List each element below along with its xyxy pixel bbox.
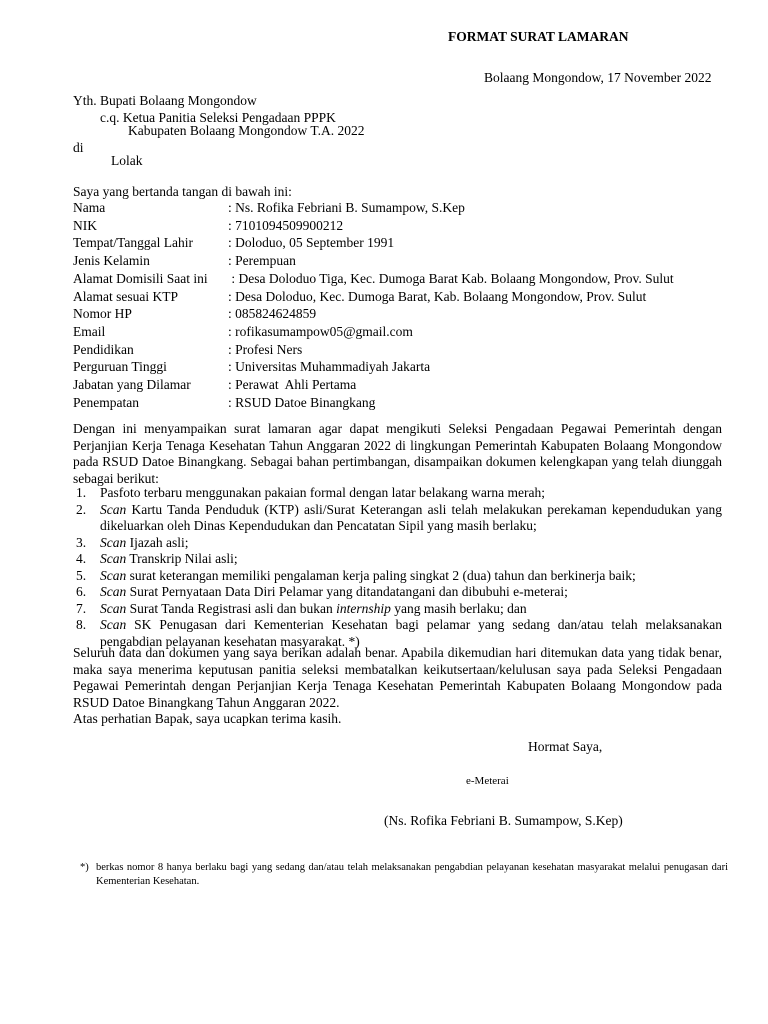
list-number: 2. <box>76 501 87 517</box>
field-row <box>73 199 465 216</box>
field-label: Tempat/Tanggal Lahir <box>73 235 193 251</box>
document-title: FORMAT SURAT LAMARAN <box>448 29 629 44</box>
scan-label: Scan <box>100 567 127 583</box>
field-value: : Profesi Ners <box>228 341 303 357</box>
closing: Hormat Saya, <box>528 739 603 754</box>
list-text: surat keterangan memiliki pengalaman kerja paling singkat 2 (dua) tahun dan berkinerja baik; <box>126 567 636 583</box>
list-number: 4. <box>76 551 87 566</box>
field-label: Jenis Kelamin <box>73 253 150 269</box>
place-date: Bolaang Mongondow, 17 November 2022 <box>484 70 712 85</box>
scan-label: Scan <box>100 551 127 566</box>
body-paragraph-1: Dengan ini menyampaikan surat lamaran agar dapat mengikuti Seleksi Pengadaan Pegawai Pemerintah dengan Perjanjian Kerja Tenaga Kesehatan Tahun Anggaran 2022 di lingkungan Pemerintah Kabupaten Bolaang Mongondow pada RSUD Datoe Binangkang. Sebagai bahan pertimbangan, disampaikan dokumen kelengkapan yang telah diunggah sebagai berikut: <box>73 421 722 486</box>
field-label: Email <box>73 323 106 339</box>
list-text: Kartu Tanda Penduduk (KTP) asli/Surat Keterangan asli telah melakukan perekaman kependudukan yang dikeluarkan oleh Dinas Kependudukan dan Pencatatan Sipil yang masih berlaku; <box>100 501 726 533</box>
recipient-regency-line: Kabupaten Bolaang Mongondow T.A. 2022 <box>128 123 365 138</box>
field-value: : Perempuan <box>228 253 296 269</box>
field-value: : Desa Doloduo Tiga, Kec. Dumoga Barat Kab. Bolaang Mongondow, Prov. Sulut <box>228 270 674 286</box>
recipient-di: di <box>73 140 84 155</box>
field-label: Jabatan yang Dilamar <box>73 377 191 392</box>
list-text: Transkrip Nilai asli; <box>126 551 238 566</box>
list-number: 1. <box>76 485 87 500</box>
list-number: 7. <box>76 600 87 616</box>
field-row <box>73 288 646 305</box>
list-item <box>73 551 722 568</box>
footnote-mark: *) <box>80 862 89 873</box>
field-row <box>73 217 343 234</box>
scan-label: Scan <box>100 584 127 599</box>
recipient-line: Yth. Bupati Bolaang Mongondow <box>73 93 257 108</box>
list-text: SK Penugasan dari Kementerian Kesehatan bagi pelamar yang sedang dan/atau telah melaksanakan pengabdian pelayanan kesehatan masyarakat. *) <box>100 617 726 649</box>
list-text: Surat Tanda Registrasi asli dan bukan <box>126 600 337 616</box>
field-label: Perguruan Tinggi <box>73 359 167 375</box>
list-item <box>73 601 722 618</box>
field-value: : Doloduo, 05 September 1991 <box>228 235 395 251</box>
scan-label: Scan <box>100 501 127 517</box>
field-value: : Desa Doloduo, Kec. Dumoga Barat, Kab. Bolaang Mongondow, Prov. Sulut <box>228 288 647 304</box>
field-label: Nomor HP <box>73 306 132 322</box>
field-value: : Perawat Ahli Pertama <box>228 377 357 392</box>
field-value: : Universitas Muhammadiyah Jakarta <box>228 359 431 375</box>
list-item <box>73 485 722 502</box>
list-item <box>73 535 722 552</box>
list-item <box>73 568 722 585</box>
field-label: Penempatan <box>73 394 139 410</box>
field-label: Alamat Domisili Saat ini <box>73 270 208 286</box>
field-row <box>73 305 316 322</box>
list-tail: yang masih berlaku; dan <box>390 600 527 616</box>
document-list <box>73 485 726 650</box>
field-label: Pendidikan <box>73 341 134 357</box>
field-row <box>73 270 674 287</box>
scan-label: Scan <box>100 600 127 616</box>
list-number: 3. <box>76 534 87 550</box>
field-row <box>73 358 430 375</box>
list-text: Pasfoto terbaru menggunakan pakaian formal dengan latar belakang warna merah; <box>100 485 545 500</box>
list-number: 5. <box>76 567 87 583</box>
signature-name: (Ns. Rofika Febriani B. Sumampow, S.Kep) <box>384 813 623 828</box>
field-row <box>73 376 356 393</box>
field-row <box>73 234 394 251</box>
field-row <box>73 394 375 411</box>
scan-label: Scan <box>100 617 127 632</box>
field-row <box>73 341 302 358</box>
list-item <box>73 584 722 601</box>
recipient-cq-line: c.q. Ketua Panitia Seleksi Pengadaan PPPK <box>100 110 336 125</box>
list-text: Surat Pernyataan Data Diri Pelamar yang ditandatangani dan dibubuhi e-meterai; <box>126 584 568 599</box>
field-label: NIK <box>73 217 97 233</box>
footnote-text: berkas nomor 8 hanya berlaku bagi yang sedang dan/atau telah melaksanakan pengabdian pelayanan kesehatan masyarakat melalui penugasan dari Kementerian Kesehatan. <box>96 862 728 887</box>
field-value: : 7101094509900212 <box>228 217 344 233</box>
list-number: 6. <box>76 584 87 599</box>
field-value: : Ns. Rofika Febriani B. Sumampow, S.Kep <box>228 200 465 215</box>
e-meterai-label: e-Meterai <box>466 775 509 787</box>
field-label: Alamat sesuai KTP <box>73 288 178 304</box>
intro-text: Saya yang bertanda tangan di bawah ini: <box>73 184 292 199</box>
list-text: Ijazah asli; <box>126 534 189 550</box>
field-label: Nama <box>73 200 106 215</box>
field-value: : rofikasumampow05@gmail.com <box>228 323 413 339</box>
list-item <box>73 501 726 535</box>
recipient-location: Lolak <box>111 153 143 168</box>
footnote <box>80 861 728 888</box>
field-row <box>73 252 296 269</box>
field-value: : RSUD Datoe Binangkang <box>228 394 376 410</box>
body-paragraph-3: Atas perhatian Bapak, saya ucapkan terima kasih. <box>73 711 342 726</box>
scan-label: Scan <box>100 534 127 550</box>
field-row <box>73 323 413 340</box>
list-number: 8. <box>76 617 87 632</box>
body-paragraph-2: Seluruh data dan dokumen yang saya berikan adalah benar. Apabila dikemudian hari ditemukan data yang tidak benar, maka saya menerima keputusan panitia seleksi membatalkan keikutsertaan/kelulusan saya pada Seleksi Pengadaan Pegawai Pemerintah dengan Perjanjian Kerja Tenaga Kesehatan Pemerintah Kabupaten Bolaang Mongondow pada RSUD Datoe Binangkang Tahun Anggaran 2022. <box>73 645 722 710</box>
field-value: : 085824624859 <box>228 306 317 322</box>
list-emphasis: internship <box>336 600 391 616</box>
